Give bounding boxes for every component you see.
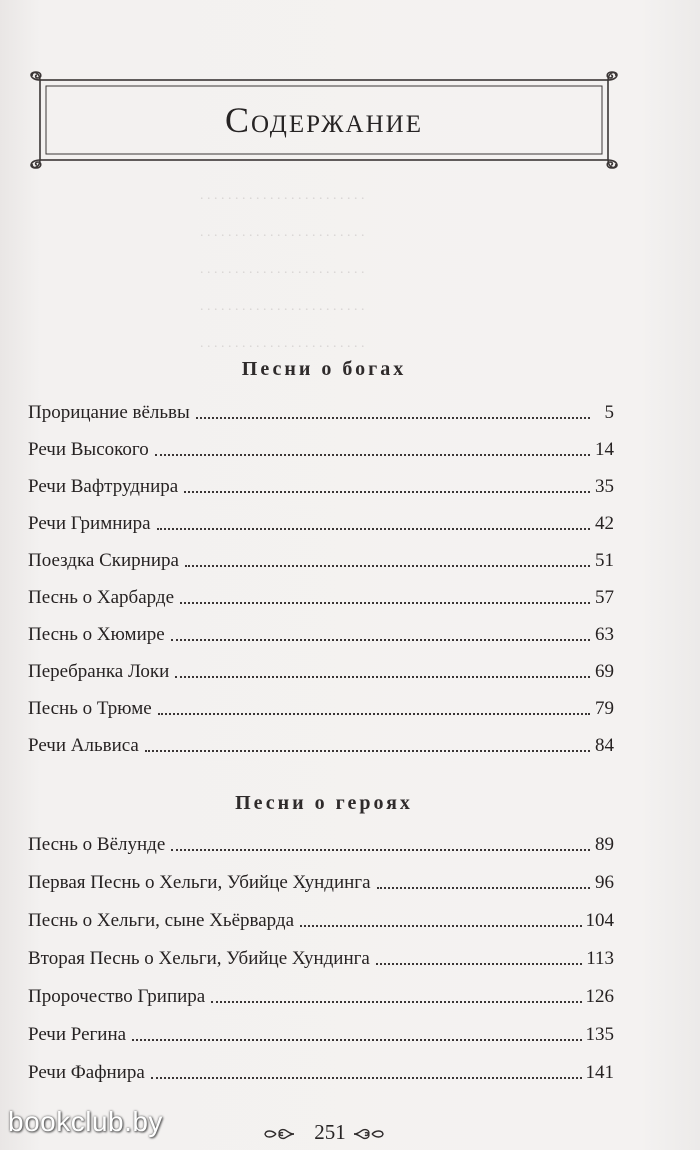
toc-entry[interactable] [28,826,614,856]
dot-leader [376,962,582,965]
toc-entry[interactable] [28,616,614,646]
dot-leader [145,749,590,752]
dot-leader [180,601,590,604]
toc-entry-title: Поездка Скирнира [28,550,179,571]
dot-leader [175,675,590,678]
toc-entry-page: 135 [585,1024,614,1045]
toc-entry-page: 51 [595,550,614,571]
toc-entry[interactable] [28,864,614,894]
toc-entry-page: 79 [595,698,614,719]
toc-entry-page: 5 [604,402,614,423]
toc-entry-title: Речи Высокого [28,439,149,460]
toc-entry[interactable] [28,690,614,720]
dot-leader [132,1038,581,1041]
toc-entry-page: 35 [595,476,614,497]
toc-entry-title: Речи Вафтруднира [28,476,179,497]
toc-entry[interactable] [28,579,614,609]
toc-entry-title: Песнь о Вёлунде [28,834,166,855]
dot-leader [196,416,590,419]
toc-entry-title: Прорицание вёльвы [28,402,190,423]
dot-leader [151,1076,582,1079]
dot-leader [211,1000,581,1003]
dot-leader [155,453,590,456]
toc-entry-title: Песнь о Трюме [28,698,152,719]
toc-entry-title: Песнь о Хельги, сыне Хьёрварда [28,910,295,931]
toc-entry-title: Вторая Песнь о Хельги, Убийце Хундинга [28,948,370,969]
toc-entry[interactable] [28,431,614,461]
section-heading-gods: Песни о богах [241,358,407,380]
toc-entry-title: Первая Песнь о Хельги, Убийце Хундинга [28,872,371,893]
dot-leader [185,564,590,567]
toc-entry-page: 69 [595,661,614,682]
title-frame [26,70,622,170]
toc-entry-title: Песнь о Хюмире [28,624,165,645]
toc-entry-page: 113 [586,948,614,969]
toc-entry[interactable] [28,505,614,535]
toc-entry-page: 63 [595,624,614,645]
dot-leader [171,848,590,851]
left-ornament-icon [262,1126,296,1142]
toc-entry[interactable] [28,542,614,572]
right-ornament-icon [352,1126,386,1142]
toc-entry-page: 84 [595,735,614,756]
toc-entry-title: Речи Гримнира [28,513,151,534]
toc-entry[interactable] [28,902,614,932]
toc-entry[interactable] [28,653,614,683]
toc-entry-page: 14 [595,439,614,460]
toc-entry-title: Перебранка Локи [28,661,170,682]
toc-entry-page: 141 [585,1062,614,1083]
watermark: bookclub.by [8,1106,163,1137]
page-number: 251 [314,1120,346,1144]
dot-leader [377,886,590,889]
dot-leader [158,712,590,715]
toc-entry-title: Речи Альвиса [28,735,139,756]
toc-entry-page: 104 [585,910,614,931]
toc-entry-title: Речи Фафнира [28,1062,145,1083]
toc-entry[interactable] [28,1016,614,1046]
toc-entry-title: Речи Регина [28,1024,127,1045]
toc-entry[interactable] [28,394,614,424]
dot-leader [157,527,591,530]
toc-entry-page: 42 [595,513,614,534]
toc-entry[interactable] [28,468,614,498]
dot-leader [300,924,581,927]
toc-entry[interactable] [28,978,614,1008]
toc-entry-page: 126 [585,986,614,1007]
toc-entry-page: 89 [595,834,614,855]
toc-entry-title: Пророчество Грипира [28,986,206,1007]
section-heading-heroes: Песни о героях [235,792,413,814]
toc-entry-page: 57 [595,587,614,608]
toc-entry-page: 96 [595,872,614,893]
dot-leader [171,638,590,641]
toc-entry[interactable] [28,727,614,757]
toc-entry[interactable] [28,1054,614,1084]
toc-entry-title: Песнь о Харбарде [28,587,174,608]
dot-leader [184,490,590,493]
toc-entry[interactable] [28,940,614,970]
page-title: Содержание [224,100,423,140]
